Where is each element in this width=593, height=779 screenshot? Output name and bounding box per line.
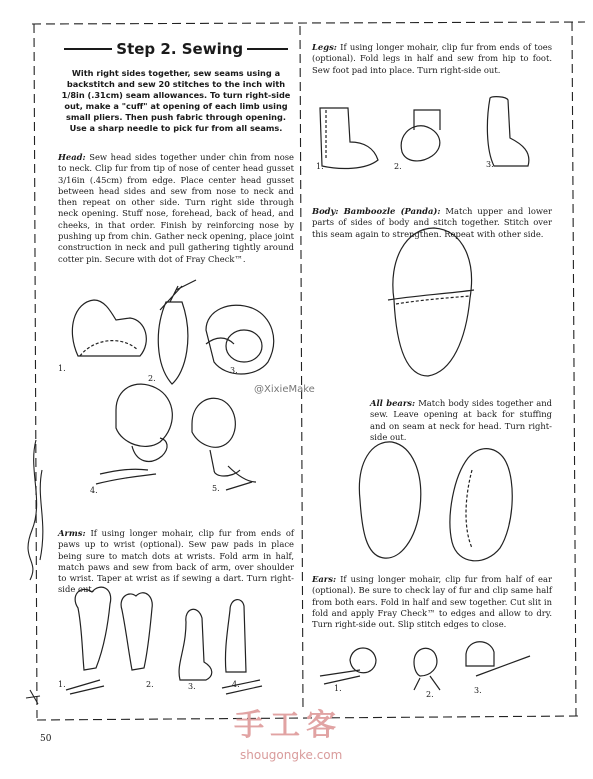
- head-fig-5-label: 5.: [212, 484, 220, 493]
- allbears-figures: [359, 442, 512, 561]
- ears-figures: [320, 642, 530, 690]
- page-number: 50: [40, 734, 52, 744]
- weibo-watermark: @XixieMake: [254, 384, 315, 395]
- ears-fig-2-label: 2.: [426, 690, 434, 699]
- legs-fig-2-label: 2.: [394, 162, 402, 171]
- head-fig-2-label: 2.: [148, 374, 156, 383]
- allbears-paragraph: [370, 398, 552, 443]
- legs-paragraph: [312, 42, 552, 76]
- head-fig-4-label: 4.: [90, 486, 98, 495]
- arms-fig-4-label: 4.: [232, 680, 240, 689]
- allbears-text: Match body sides together and sew. Leave opening at back for stuffing and on seam at neck for head. Turn right-side out.: [370, 398, 552, 442]
- arms-label: Arms:: [58, 528, 86, 538]
- head-figures: [72, 280, 273, 490]
- legs-fig-3-label: 3.: [486, 160, 494, 169]
- body-figure: [388, 228, 474, 376]
- head-fig-3-label: 3.: [230, 366, 238, 375]
- arms-fig-1-label: 1.: [58, 680, 66, 689]
- ears-fig-3-label: 3.: [474, 686, 482, 695]
- intro-paragraph: With right sides together, sew seams using a backstitch and sew 20 stitches to the inch with 1/8in (.31cm) seam allowances. To turn right-side out, make a "cuff" at opening of each limb using small pliers. Then push fabric through opening. Use a sharp needle to pick fur from all seams.: [61, 68, 291, 133]
- heading-text: Step 2. Sewing: [116, 40, 244, 58]
- ears-fig-1-label: 1.: [334, 684, 342, 693]
- page-heading: [64, 40, 288, 58]
- body-paragraph: [312, 206, 552, 240]
- body-label: Body: Bamboozle (Panda):: [312, 206, 441, 216]
- arms-paragraph: [58, 528, 294, 596]
- site-watermark-url: shougongke.com: [240, 748, 343, 762]
- legs-label: Legs:: [312, 42, 337, 52]
- legs-fig-1-label: 1.: [316, 162, 324, 171]
- ears-text: If using longer mohair, clip fur from half of ear (optional). Be sure to check lay of fur and clip same half from both ears. Fold in half and sew together. Cut slit in fold and apply Fray Check™ to edges and allow to dry. Turn right-side out. Slip stitch edges to close.: [312, 574, 552, 630]
- arms-text: If using longer mohair, clip fur from ends of paws up to wrist (optional). Sew paw pads in place being sure to match dots at wrists. Fold arm in half, match paws and sew from back of arm, over shoulder to wrist. Taper at wrist as if sewing a dart. Turn right-side out.: [58, 528, 295, 595]
- legs-text: If using longer mohair, clip fur from ends of toes (optional). Fold legs in half and sew from hip to foot. Sew foot pad into place. Turn right-side out.: [312, 42, 552, 75]
- head-fig-1-label: 1.: [58, 364, 66, 373]
- heading-rule-right: [247, 48, 288, 50]
- arms-figures: [66, 587, 262, 694]
- body-text: Match upper and lower parts of sides of body and stitch together. Stitch over this seam again to strengthen. Repeat with other side.: [312, 206, 552, 239]
- head-label: Head:: [58, 152, 86, 162]
- heading-rule-left: [64, 48, 112, 50]
- head-text: Sew head sides together under chin from nose to neck. Clip fur from tip of nose of center head gusset 3/16in (.45cm) from edge. Place center head gusset between head sides and sew from nose to neck and then repeat on other side. Turn right side through neck opening. Stuff nose, forehead, back of head, and cheeks, in that order. Finish by reinforcing nose by pushing up from chin. Gather neck opening, place joint construction in neck and pull gathering tightly around cotter pin. Secure with dot of Fray Check™.: [58, 152, 294, 264]
- allbears-label: All bears:: [370, 398, 416, 408]
- head-paragraph: [58, 152, 294, 265]
- ears-paragraph: [312, 574, 552, 630]
- site-watermark-cn: 手工客: [234, 708, 342, 743]
- arms-fig-3-label: 3.: [188, 682, 196, 691]
- legs-figures: [320, 97, 529, 169]
- arms-fig-2-label: 2.: [146, 680, 154, 689]
- ears-label: Ears:: [312, 574, 337, 584]
